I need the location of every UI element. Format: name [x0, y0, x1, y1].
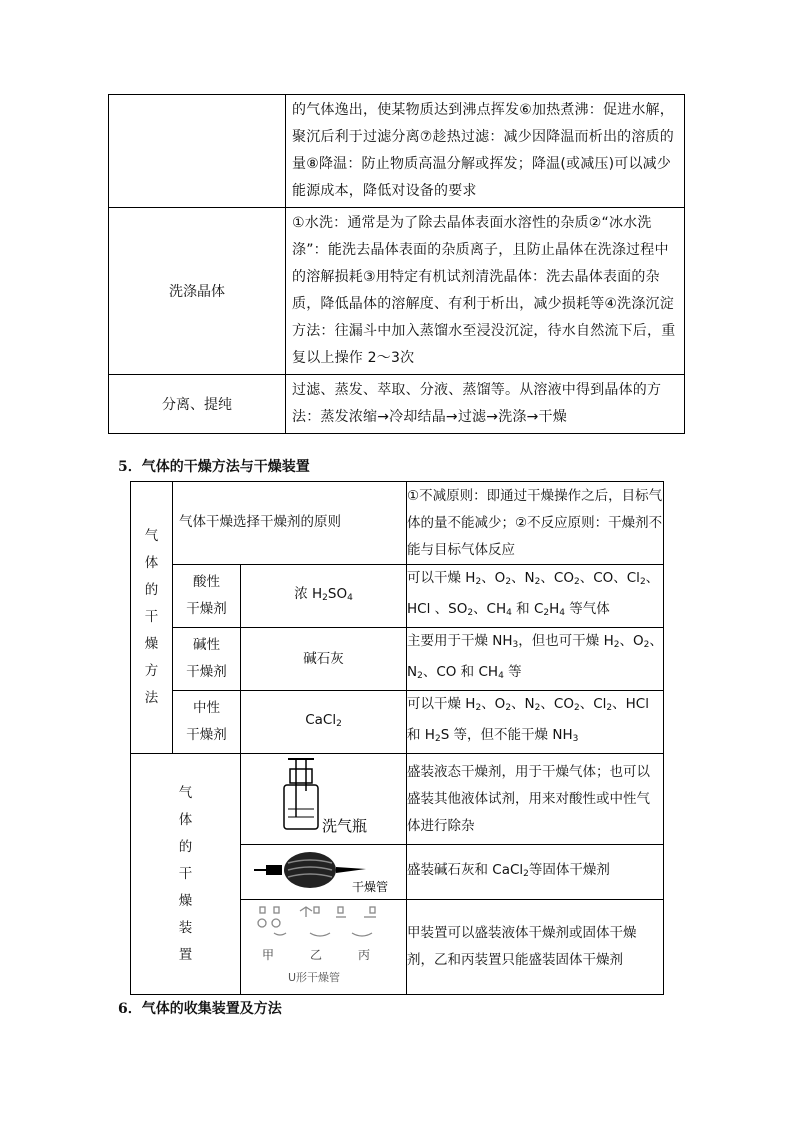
device3-desc: 甲装置可以盛装液体干燥剂或固体干燥剂，乙和丙装置只能盛装固体干燥剂 — [407, 900, 664, 995]
row-label-empty — [109, 95, 286, 208]
section-heading-5: 5．气体的干燥方法与干燥装置 — [118, 459, 310, 475]
acid-desc: 可以干燥 $H_2$、$O_2$、$N_2$、$CO_2$、CO、$Cl_2$、HCl 、$SO_2$、$CH_4$ 和 $C_2H_4$ 等气体 — [407, 565, 664, 628]
separation-methods-table — [108, 94, 685, 434]
gas-washing-bottle-icon — [244, 755, 404, 839]
gas-washing-bottle-figure — [241, 754, 407, 845]
neutral-desc: 可以干燥 $H_2$、$O_2$、$N_2$、$CO_2$、$Cl_2$、HCl 和 $H_2S$ 等，但不能干燥 $NH_3$ — [407, 691, 664, 754]
device1-caption: 洗气瓶 — [321, 817, 367, 835]
method-vertical-label: 气 体 的 干 燥 方 法 — [131, 482, 173, 754]
gas-drying-table — [130, 481, 664, 995]
base-agent: 碱石灰 — [241, 628, 407, 691]
row-label-wash-crystal: 洗涤晶体 — [109, 208, 286, 375]
drying-tube-figure — [241, 845, 407, 900]
u-tube-label-bing: 丙 — [357, 948, 370, 962]
principle-label: 气体干燥选择干燥剂的原则 — [173, 482, 407, 565]
row-text-wash-crystal: ①水洗：通常是为了除去晶体表面水溶性的杂质②“冰水洗涤”：能洗去晶体表面的杂质离子，且防止晶体在洗涤过程中的溶解损耗③用特定有机试剂清洗晶体：洗去晶体表面的杂质，降低晶体的溶解度、有利于析出，减少损耗等④洗涤沉淀方法：往漏斗中加入蒸馏水至浸没沉淀，待水自然流下后，重复以上操作 2～3次 — [286, 208, 685, 375]
device3-caption: U形干燥管 — [287, 971, 340, 984]
base-type: 碱性 干燥剂 — [173, 628, 241, 691]
u-tube-icon — [244, 901, 404, 989]
row-text-heating: 的气体逸出，使某物质达到沸点挥发⑥加热煮沸：促进水解，聚沉后利于过滤分离⑦趁热过滤：减少因降温而析出的溶质的量⑧降温：防止物质高温分解或挥发；降温(或减压)可以减少能源成本，降低对设备的要求 — [286, 95, 685, 208]
row-label-separation: 分离、提纯 — [109, 375, 286, 434]
device2-desc: 盛装碱石灰和 CaCl$_2$等固体干燥剂 — [407, 845, 664, 900]
device-vertical-label: 气 体 的 干 燥 装 置 — [131, 754, 241, 995]
principle-text: ①不减原则：即通过干燥操作之后，目标气体的量不能减少；②不反应原则：干燥剂不能与目标气体反应 — [407, 482, 664, 565]
u-tube-label-jia: 甲 — [261, 948, 274, 962]
neutral-agent: CaCl$_2$ — [241, 691, 407, 754]
u-tube-figure — [241, 900, 407, 995]
device2-caption: 干燥管 — [351, 880, 388, 894]
u-tube-label-yi: 乙 — [309, 948, 322, 962]
drying-tube-icon — [244, 845, 404, 895]
row-text-separation: 过滤、蒸发、萃取、分液、蒸馏等。从溶液中得到晶体的方法：蒸发浓缩→冷却结晶→过滤→洗涤→干燥 — [286, 375, 685, 434]
neutral-type: 中性 干燥剂 — [173, 691, 241, 754]
acid-type: 酸性 干燥剂 — [173, 565, 241, 628]
acid-agent: 浓 $H_2SO_4$ — [241, 565, 407, 628]
base-desc: 主要用于干燥 $NH_3$，但也可干燥 $H_2$、$O_2$、$N_2$、CO 和 $CH_4$ 等 — [407, 628, 664, 691]
device1-desc: 盛装液态干燥剂，用于干燥气体；也可以盛装其他液体试剂，用来对酸性或中性气体进行除杂 — [407, 754, 664, 845]
section-heading-6: 6．气体的收集装置及方法 — [118, 1001, 282, 1017]
